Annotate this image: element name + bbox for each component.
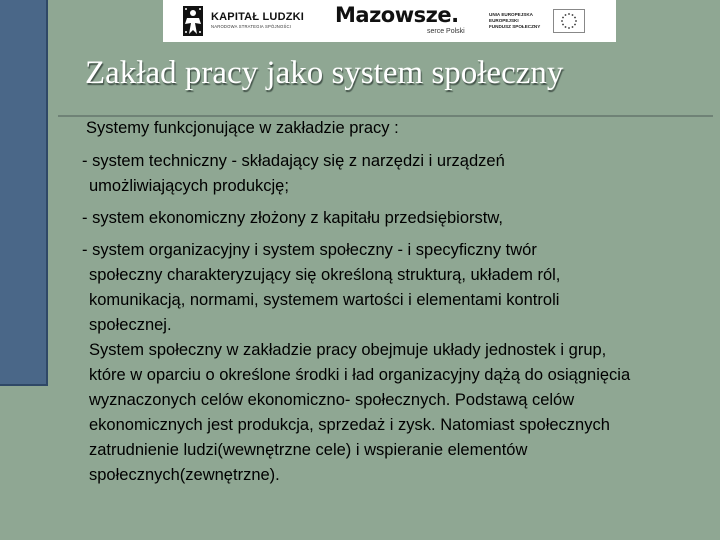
eu-logo [489, 9, 585, 33]
eu-flag-icon [553, 9, 585, 33]
paragraph-line [82, 206, 687, 231]
term-label: system ekonomiczny [92, 209, 246, 227]
slide-title: Zakład pracy jako system społeczny [85, 55, 564, 91]
paragraph-line: System społeczny w zakładzie pracy obejmuje układy jednostek i grup, [89, 341, 607, 359]
mazowsze-logo [331, 0, 481, 42]
term-description: złożony z kapitału przedsiębiorstw, [245, 209, 503, 227]
kapital-ludzki-title: KAPITAŁ LUDZKI [211, 11, 305, 24]
side-accent-bar [0, 0, 48, 386]
slide-subheading: Systemy funkcjonujące w zakładzie pracy : [86, 119, 399, 137]
eu-line: UNIA EUROPEJSKA [489, 11, 533, 17]
bullet-dash: - [82, 209, 93, 227]
logo-banner [163, 0, 616, 42]
paragraph-system-ekonomiczny [82, 206, 687, 231]
eu-line: FUNDUSZ SPOŁECZNY [489, 24, 541, 30]
paragraph-system-organizacyjny [82, 238, 687, 488]
mazowsze-title: Mazowsze. [335, 3, 459, 27]
paragraph-line: wyznaczonych celów ekonomiczno- społecznych. Podstawą celów [89, 391, 575, 409]
paragraph-line [82, 149, 687, 174]
kapital-ludzki-logo [181, 4, 331, 38]
mazowsze-subtitle: serce Polski [427, 28, 465, 35]
paragraph-line: ekonomicznych jest produkcja, sprzedaż i zysk. Natomiast społecznych [89, 416, 610, 434]
bullet-dash: - [82, 241, 93, 259]
eu-line: EUROPEJSKI [489, 17, 519, 23]
bullet-dash: - [82, 152, 93, 170]
term-label: system organizacyjny i system społeczny - [92, 241, 403, 259]
slide-body [82, 116, 687, 488]
kapital-ludzki-emblem-icon [181, 4, 205, 38]
paragraph-line: społecznej. [89, 316, 172, 334]
paragraph-line: umożliwiających produkcję; [89, 177, 289, 195]
paragraph-line [82, 238, 687, 263]
paragraph-line: społeczny charakteryzujący się określoną strukturą, układem ról, [89, 266, 561, 284]
paragraph-line: które w oparciu o określone środki i ład organizacyjny dążą do osiągnięcia [89, 366, 631, 384]
paragraph-line: zatrudnienie ludzi(wewnętrzne cele) i wspieranie elementów [89, 441, 528, 459]
kapital-ludzki-subtitle: NARODOWA STRATEGIA SPÓJNOŚCI [211, 24, 292, 30]
term-description: - składający się z narzędzi i urządzeń [226, 152, 505, 170]
paragraph-line: komunikacją, normami, systemem wartości i elementami kontroli [89, 291, 560, 309]
term-label: system techniczny [92, 152, 227, 170]
paragraph-system-techniczny [82, 149, 687, 199]
paragraph-line: społecznych(zewnętrzne). [89, 466, 280, 484]
term-description: i specyficzny twór [402, 241, 537, 259]
